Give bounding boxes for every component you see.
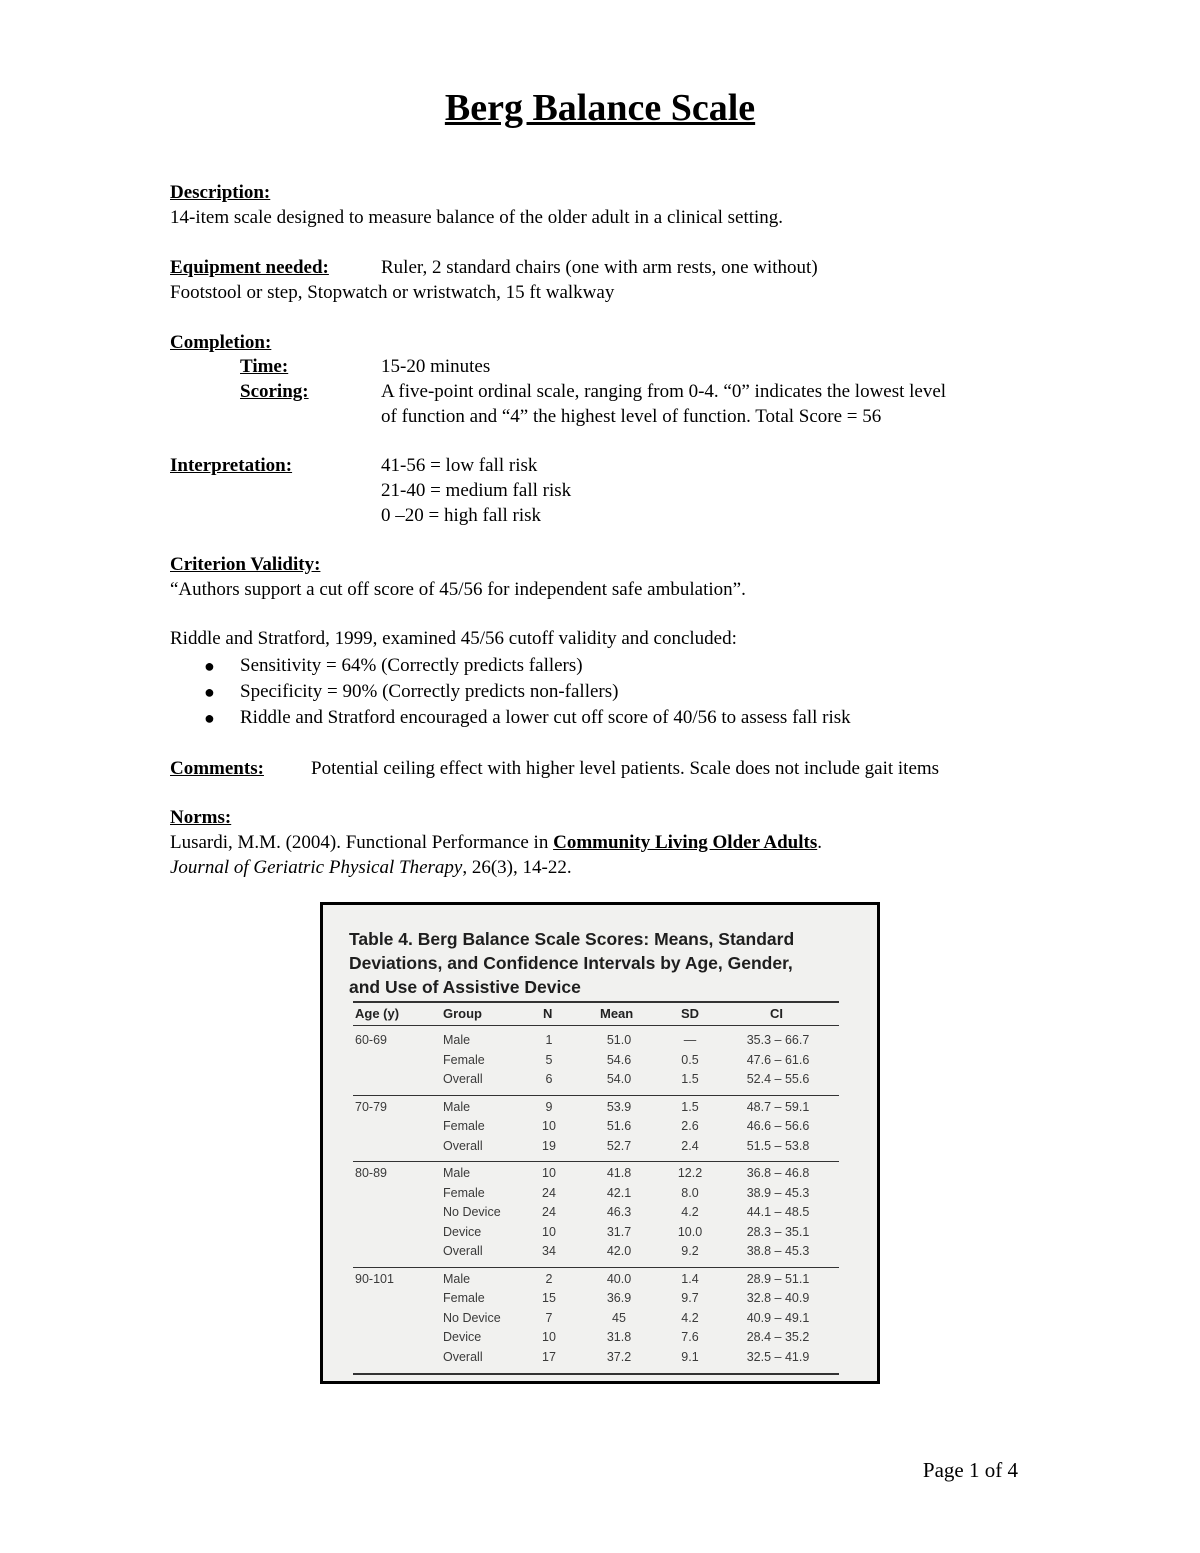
header-sd: SD [681, 1006, 700, 1021]
mean-cell: 41.8 [606, 1166, 632, 1180]
sd-cell: 2.6 [681, 1119, 699, 1133]
mean-cell: 45 [612, 1310, 626, 1325]
ci-cell: 32.5 – 41.9 [746, 1349, 810, 1364]
ci-cell: 48.7 – 59.1 [746, 1099, 810, 1114]
norms-label: Norms: [170, 807, 232, 828]
table-4 [323, 905, 877, 1381]
mean-cell: 31.8 [606, 1330, 632, 1344]
criterion-bullet: Riddle and Stratford encouraged a lower cut off score of 40/56 to assess fall risk [240, 707, 851, 728]
mean-cell: 42.0 [606, 1244, 632, 1258]
ci-cell: 46.6 – 56.6 [746, 1119, 810, 1133]
ci-cell: 38.9 – 45.3 [746, 1185, 810, 1200]
sd-cell: 7.6 [681, 1330, 699, 1344]
mean-cell: 31.7 [606, 1224, 632, 1239]
norms-ref-suffix: . [817, 832, 822, 853]
mean-cell: 52.7 [606, 1138, 632, 1153]
group-cell: Male [443, 1099, 471, 1114]
mean-cell: 42.1 [606, 1185, 632, 1200]
n-cell: 24 [542, 1185, 556, 1200]
mean-cell: 46.3 [606, 1205, 632, 1219]
ci-cell: 38.8 – 45.3 [746, 1244, 810, 1258]
group-cell: Male [443, 1033, 471, 1047]
n-cell: 17 [542, 1349, 556, 1364]
n-cell: 1 [545, 1033, 553, 1047]
criterion-bullet: Specificity = 90% (Correctly predicts non-fallers) [240, 681, 619, 702]
n-cell: 5 [545, 1052, 553, 1067]
ci-cell: 52.4 – 55.6 [746, 1072, 810, 1086]
mean-cell: 37.2 [606, 1349, 632, 1364]
sd-cell: 9.2 [681, 1244, 699, 1258]
n-cell: 34 [542, 1244, 556, 1258]
age-group-cell: 70-79 [355, 1099, 387, 1114]
n-cell: 7 [545, 1310, 553, 1325]
time-value: 15-20 minutes [381, 356, 491, 377]
sd-cell: 1.5 [681, 1099, 699, 1114]
group-cell: Overall [443, 1138, 483, 1153]
group-cell: Female [443, 1052, 485, 1067]
n-cell: 2 [545, 1271, 553, 1286]
page-number: Page 1 of 4 [922, 1458, 1018, 1482]
table-header-rule [353, 1025, 839, 1026]
description-label: Description: [170, 182, 271, 203]
age-group-cell: 60-69 [355, 1033, 387, 1047]
ci-cell: 28.3 – 35.1 [746, 1224, 810, 1239]
sd-cell: 9.1 [681, 1349, 699, 1364]
n-cell: 15 [542, 1291, 556, 1305]
interpretation-label: Interpretation: [170, 455, 293, 476]
ci-cell: 35.3 – 66.7 [746, 1033, 810, 1047]
scoring-line2: of function and “4” the highest level of function. Total Score = 56 [381, 406, 882, 427]
mean-cell: 36.9 [606, 1291, 632, 1305]
group-cell: Male [443, 1271, 471, 1286]
group-cell: Female [443, 1119, 485, 1133]
sd-cell: 8.0 [681, 1185, 699, 1200]
ci-cell: 36.8 – 46.8 [746, 1166, 810, 1180]
sd-cell: 0.5 [681, 1052, 699, 1067]
sd-cell: 9.7 [681, 1291, 699, 1305]
table-bottom-rule [353, 1373, 839, 1375]
n-cell: 10 [542, 1224, 556, 1239]
equipment-label: Equipment needed: [170, 257, 329, 278]
header-mean: Mean [600, 1006, 634, 1021]
header-ci: CI [770, 1006, 783, 1021]
criterion-quote: “Authors support a cut off score of 45/56 for independent safe ambulation”. [170, 579, 746, 600]
mean-cell: 53.9 [606, 1099, 632, 1114]
sd-cell: 1.5 [681, 1072, 699, 1086]
description-text: 14-item scale designed to measure balance of the older adult in a clinical setting. [170, 207, 784, 228]
norms-reference [170, 831, 822, 855]
bullet-icon: ● [204, 656, 215, 676]
table-title-line: and Use of Assistive Device [349, 977, 581, 997]
group-cell: Female [443, 1185, 485, 1200]
table-title [349, 927, 794, 999]
scoring-label: Scoring: [240, 381, 309, 402]
equipment-line1: Ruler, 2 standard chairs (one with arm rests, one without) [381, 257, 818, 278]
group-cell: Male [443, 1166, 471, 1180]
mean-cell: 54.6 [606, 1052, 632, 1067]
completion-label: Completion: [170, 332, 272, 353]
n-cell: 24 [542, 1205, 556, 1219]
n-cell: 10 [542, 1330, 556, 1344]
comments-text: Potential ceiling effect with higher level patients. Scale does not include gait items [311, 758, 940, 779]
mean-cell: 40.0 [606, 1271, 632, 1286]
norms-journal-line [170, 856, 572, 880]
mean-cell: 51.6 [606, 1119, 632, 1133]
comments-label: Comments: [170, 758, 264, 779]
group-divider [353, 1267, 839, 1268]
sd-cell: 4.2 [681, 1205, 699, 1219]
mean-cell: 54.0 [606, 1072, 632, 1086]
ci-cell: 40.9 – 49.1 [746, 1310, 810, 1325]
ci-cell: 28.9 – 51.1 [746, 1271, 810, 1286]
ci-cell: 32.8 – 40.9 [746, 1291, 810, 1305]
group-cell: No Device [443, 1310, 501, 1325]
interpretation-item: 41-56 = low fall risk [381, 455, 538, 476]
n-cell: 10 [542, 1166, 556, 1180]
group-cell: Overall [443, 1072, 483, 1086]
page-title: Berg Balance Scale [444, 87, 756, 129]
header-group: Group [443, 1006, 482, 1021]
criterion-label: Criterion Validity: [170, 554, 321, 575]
norms-ref-prefix: Lusardi, M.M. (2004). Functional Performance in [170, 832, 554, 853]
group-cell: No Device [443, 1205, 501, 1219]
table-title-line: Deviations, and Confidence Intervals by Age, Gender, [349, 953, 793, 973]
n-cell: 9 [545, 1099, 553, 1114]
sd-cell: 4.2 [681, 1310, 699, 1325]
group-cell: Overall [443, 1244, 483, 1258]
bullet-icon: ● [204, 708, 215, 728]
scoring-line1: A five-point ordinal scale, ranging from 0-4. “0” indicates the lowest level [381, 381, 947, 402]
header-age: Age (y) [355, 1006, 400, 1021]
ci-cell: 47.6 – 61.6 [746, 1052, 810, 1067]
sd-cell: 2.4 [681, 1138, 699, 1153]
group-cell: Device [443, 1224, 482, 1239]
mean-cell: 51.0 [606, 1033, 632, 1047]
sd-cell: 10.0 [677, 1224, 703, 1239]
norms-journal: Journal of Geriatric Physical Therapy [170, 857, 463, 878]
equipment-line2: Footstool or step, Stopwatch or wristwatch, 15 ft walkway [170, 282, 615, 303]
group-cell: Female [443, 1291, 485, 1305]
bullet-icon: ● [204, 682, 215, 702]
criterion-bullet: Sensitivity = 64% (Correctly predicts fallers) [240, 655, 583, 676]
header-n: N [543, 1006, 553, 1021]
group-divider [353, 1161, 839, 1162]
n-cell: 19 [542, 1138, 556, 1153]
sd-cell: 1.4 [681, 1271, 699, 1286]
sd-cell: — [683, 1033, 697, 1047]
norms-journal-rest: , 26(3), 14-22. [462, 857, 572, 878]
norms-ref-title: Community Living Older Adults [553, 832, 818, 853]
age-group-cell: 90-101 [355, 1271, 394, 1286]
ci-cell: 51.5 – 53.8 [746, 1138, 810, 1153]
group-cell: Overall [443, 1349, 483, 1364]
time-label: Time: [240, 356, 289, 377]
sd-cell: 12.2 [677, 1166, 703, 1180]
interpretation-item: 0 –20 = high fall risk [381, 505, 542, 526]
group-cell: Device [443, 1330, 482, 1344]
table-top-rule [353, 1001, 839, 1003]
group-divider [353, 1095, 839, 1096]
ci-cell: 28.4 – 35.2 [746, 1330, 810, 1344]
ci-cell: 44.1 – 48.5 [746, 1205, 810, 1219]
table-title-line: Table 4. Berg Balance Scale Scores: Means, Standard [349, 929, 795, 949]
n-cell: 6 [545, 1072, 553, 1086]
scanned-table-image [320, 902, 880, 1384]
interpretation-item: 21-40 = medium fall risk [381, 480, 572, 501]
criterion-study: Riddle and Stratford, 1999, examined 45/56 cutoff validity and concluded: [170, 628, 737, 649]
age-group-cell: 80-89 [355, 1166, 387, 1180]
n-cell: 10 [542, 1119, 556, 1133]
